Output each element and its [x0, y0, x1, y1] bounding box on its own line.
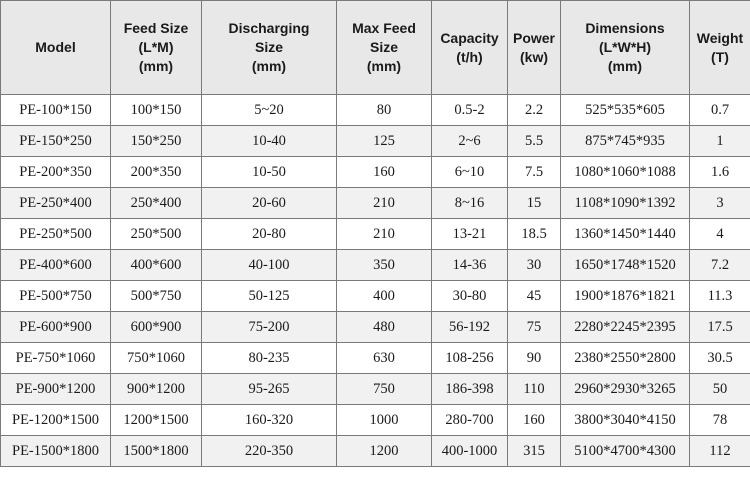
cell-model: PE-900*1200 — [1, 374, 111, 405]
cell-power: 75 — [508, 312, 561, 343]
column-header-discharging-size — [202, 1, 337, 95]
table-row — [1, 436, 750, 467]
cell-dimensions: 1900*1876*1821 — [561, 281, 690, 312]
cell-dimensions: 3800*3040*4150 — [561, 405, 690, 436]
cell-weight: 112 — [690, 436, 750, 467]
cell-max-feed-size: 80 — [337, 95, 432, 126]
cell-dimensions: 1108*1090*1392 — [561, 188, 690, 219]
column-header-model — [1, 1, 111, 95]
cell-capacity: 8~16 — [432, 188, 508, 219]
cell-model: PE-250*500 — [1, 219, 111, 250]
cell-power: 110 — [508, 374, 561, 405]
cell-discharging-size: 95-265 — [202, 374, 337, 405]
cell-feed-size: 1500*1800 — [111, 436, 202, 467]
table-row — [1, 157, 750, 188]
cell-weight: 3 — [690, 188, 750, 219]
cell-dimensions: 1650*1748*1520 — [561, 250, 690, 281]
cell-capacity: 186-398 — [432, 374, 508, 405]
column-header-line: Feed Size — [123, 20, 189, 36]
cell-power: 160 — [508, 405, 561, 436]
cell-feed-size: 500*750 — [111, 281, 202, 312]
cell-dimensions: 5100*4700*4300 — [561, 436, 690, 467]
cell-feed-size: 900*1200 — [111, 374, 202, 405]
cell-discharging-size: 160-320 — [202, 405, 337, 436]
column-header-power — [508, 1, 561, 95]
cell-dimensions: 1080*1060*1088 — [561, 157, 690, 188]
cell-model: PE-1200*1500 — [1, 405, 111, 436]
table-row — [1, 374, 750, 405]
cell-power: 315 — [508, 436, 561, 467]
cell-model: PE-500*750 — [1, 281, 111, 312]
cell-capacity: 30-80 — [432, 281, 508, 312]
cell-dimensions: 525*535*605 — [561, 95, 690, 126]
cell-max-feed-size: 630 — [337, 343, 432, 374]
cell-feed-size: 100*150 — [111, 95, 202, 126]
cell-discharging-size: 20-80 — [202, 219, 337, 250]
column-header-max-feed-size — [337, 1, 432, 95]
cell-power: 5.5 — [508, 126, 561, 157]
table-row — [1, 312, 750, 343]
cell-model: PE-150*250 — [1, 126, 111, 157]
table-row — [1, 343, 750, 374]
cell-power: 2.2 — [508, 95, 561, 126]
cell-weight: 0.7 — [690, 95, 750, 126]
table-row — [1, 126, 750, 157]
cell-dimensions: 2280*2245*2395 — [561, 312, 690, 343]
cell-weight: 50 — [690, 374, 750, 405]
table-header — [1, 1, 750, 95]
column-header-line: (L*M) — [138, 39, 174, 55]
cell-discharging-size: 10-40 — [202, 126, 337, 157]
cell-max-feed-size: 480 — [337, 312, 432, 343]
cell-max-feed-size: 210 — [337, 219, 432, 250]
column-header-line: Dimensions — [585, 20, 665, 36]
table-body — [1, 95, 750, 467]
column-header-line: Weight — [696, 29, 744, 46]
cell-capacity: 14-36 — [432, 250, 508, 281]
table-row — [1, 219, 750, 250]
column-header-feed-size — [111, 1, 202, 95]
cell-capacity: 13-21 — [432, 219, 508, 250]
column-header-capacity — [432, 1, 508, 95]
column-header-line: (mm) — [366, 58, 402, 74]
cell-power: 7.5 — [508, 157, 561, 188]
cell-feed-size: 400*600 — [111, 250, 202, 281]
cell-discharging-size: 50-125 — [202, 281, 337, 312]
cell-max-feed-size: 160 — [337, 157, 432, 188]
column-header-line: (mm) — [251, 58, 287, 74]
cell-discharging-size: 80-235 — [202, 343, 337, 374]
column-header-line: (t/h) — [456, 48, 483, 65]
cell-power: 45 — [508, 281, 561, 312]
header-row — [1, 1, 750, 95]
cell-model: PE-400*600 — [1, 250, 111, 281]
column-header-line: (mm) — [607, 58, 643, 74]
column-header-line: Model — [35, 39, 76, 55]
column-header-line: (kw) — [520, 48, 548, 65]
cell-discharging-size: 40-100 — [202, 250, 337, 281]
cell-feed-size: 200*350 — [111, 157, 202, 188]
cell-capacity: 56-192 — [432, 312, 508, 343]
cell-max-feed-size: 210 — [337, 188, 432, 219]
cell-max-feed-size: 125 — [337, 126, 432, 157]
column-header-line: Discharging — [228, 20, 310, 36]
cell-discharging-size: 10-50 — [202, 157, 337, 188]
column-header-line: Size — [369, 39, 398, 55]
column-header-line: Max Feed — [352, 20, 416, 36]
table-row — [1, 250, 750, 281]
column-header-line: (T) — [711, 48, 729, 65]
cell-power: 90 — [508, 343, 561, 374]
cell-weight: 78 — [690, 405, 750, 436]
cell-feed-size: 150*250 — [111, 126, 202, 157]
cell-feed-size: 250*400 — [111, 188, 202, 219]
cell-dimensions: 1360*1450*1440 — [561, 219, 690, 250]
cell-discharging-size: 220-350 — [202, 436, 337, 467]
cell-max-feed-size: 1200 — [337, 436, 432, 467]
cell-power: 18.5 — [508, 219, 561, 250]
table-row — [1, 188, 750, 219]
column-header-dimensions — [561, 1, 690, 95]
column-header-line: Power — [512, 29, 555, 46]
cell-dimensions: 2380*2550*2800 — [561, 343, 690, 374]
cell-model: PE-600*900 — [1, 312, 111, 343]
column-header-line: Capacity — [440, 29, 499, 46]
cell-weight: 7.2 — [690, 250, 750, 281]
cell-capacity: 400-1000 — [432, 436, 508, 467]
cell-feed-size: 750*1060 — [111, 343, 202, 374]
cell-capacity: 6~10 — [432, 157, 508, 188]
cell-feed-size: 600*900 — [111, 312, 202, 343]
column-header-line: Size — [254, 39, 283, 55]
cell-power: 30 — [508, 250, 561, 281]
cell-model: PE-250*400 — [1, 188, 111, 219]
cell-weight: 4 — [690, 219, 750, 250]
table-row — [1, 405, 750, 436]
cell-feed-size: 1200*1500 — [111, 405, 202, 436]
table-row — [1, 95, 750, 126]
cell-dimensions: 875*745*935 — [561, 126, 690, 157]
cell-weight: 1 — [690, 126, 750, 157]
cell-dimensions: 2960*2930*3265 — [561, 374, 690, 405]
column-header-line: (mm) — [138, 58, 174, 74]
cell-max-feed-size: 750 — [337, 374, 432, 405]
cell-weight: 30.5 — [690, 343, 750, 374]
cell-discharging-size: 75-200 — [202, 312, 337, 343]
cell-discharging-size: 5~20 — [202, 95, 337, 126]
column-header-line: (L*W*H) — [598, 39, 652, 55]
cell-max-feed-size: 350 — [337, 250, 432, 281]
cell-capacity: 0.5-2 — [432, 95, 508, 126]
cell-capacity: 280-700 — [432, 405, 508, 436]
cell-discharging-size: 20-60 — [202, 188, 337, 219]
cell-weight: 11.3 — [690, 281, 750, 312]
column-header-weight — [690, 1, 750, 95]
cell-weight: 1.6 — [690, 157, 750, 188]
cell-model: PE-200*350 — [1, 157, 111, 188]
cell-model: PE-750*1060 — [1, 343, 111, 374]
cell-power: 15 — [508, 188, 561, 219]
cell-max-feed-size: 1000 — [337, 405, 432, 436]
cell-max-feed-size: 400 — [337, 281, 432, 312]
cell-model: PE-100*150 — [1, 95, 111, 126]
table-row — [1, 281, 750, 312]
cell-capacity: 2~6 — [432, 126, 508, 157]
cell-capacity: 108-256 — [432, 343, 508, 374]
cell-weight: 17.5 — [690, 312, 750, 343]
cell-feed-size: 250*500 — [111, 219, 202, 250]
cell-model: PE-1500*1800 — [1, 436, 111, 467]
